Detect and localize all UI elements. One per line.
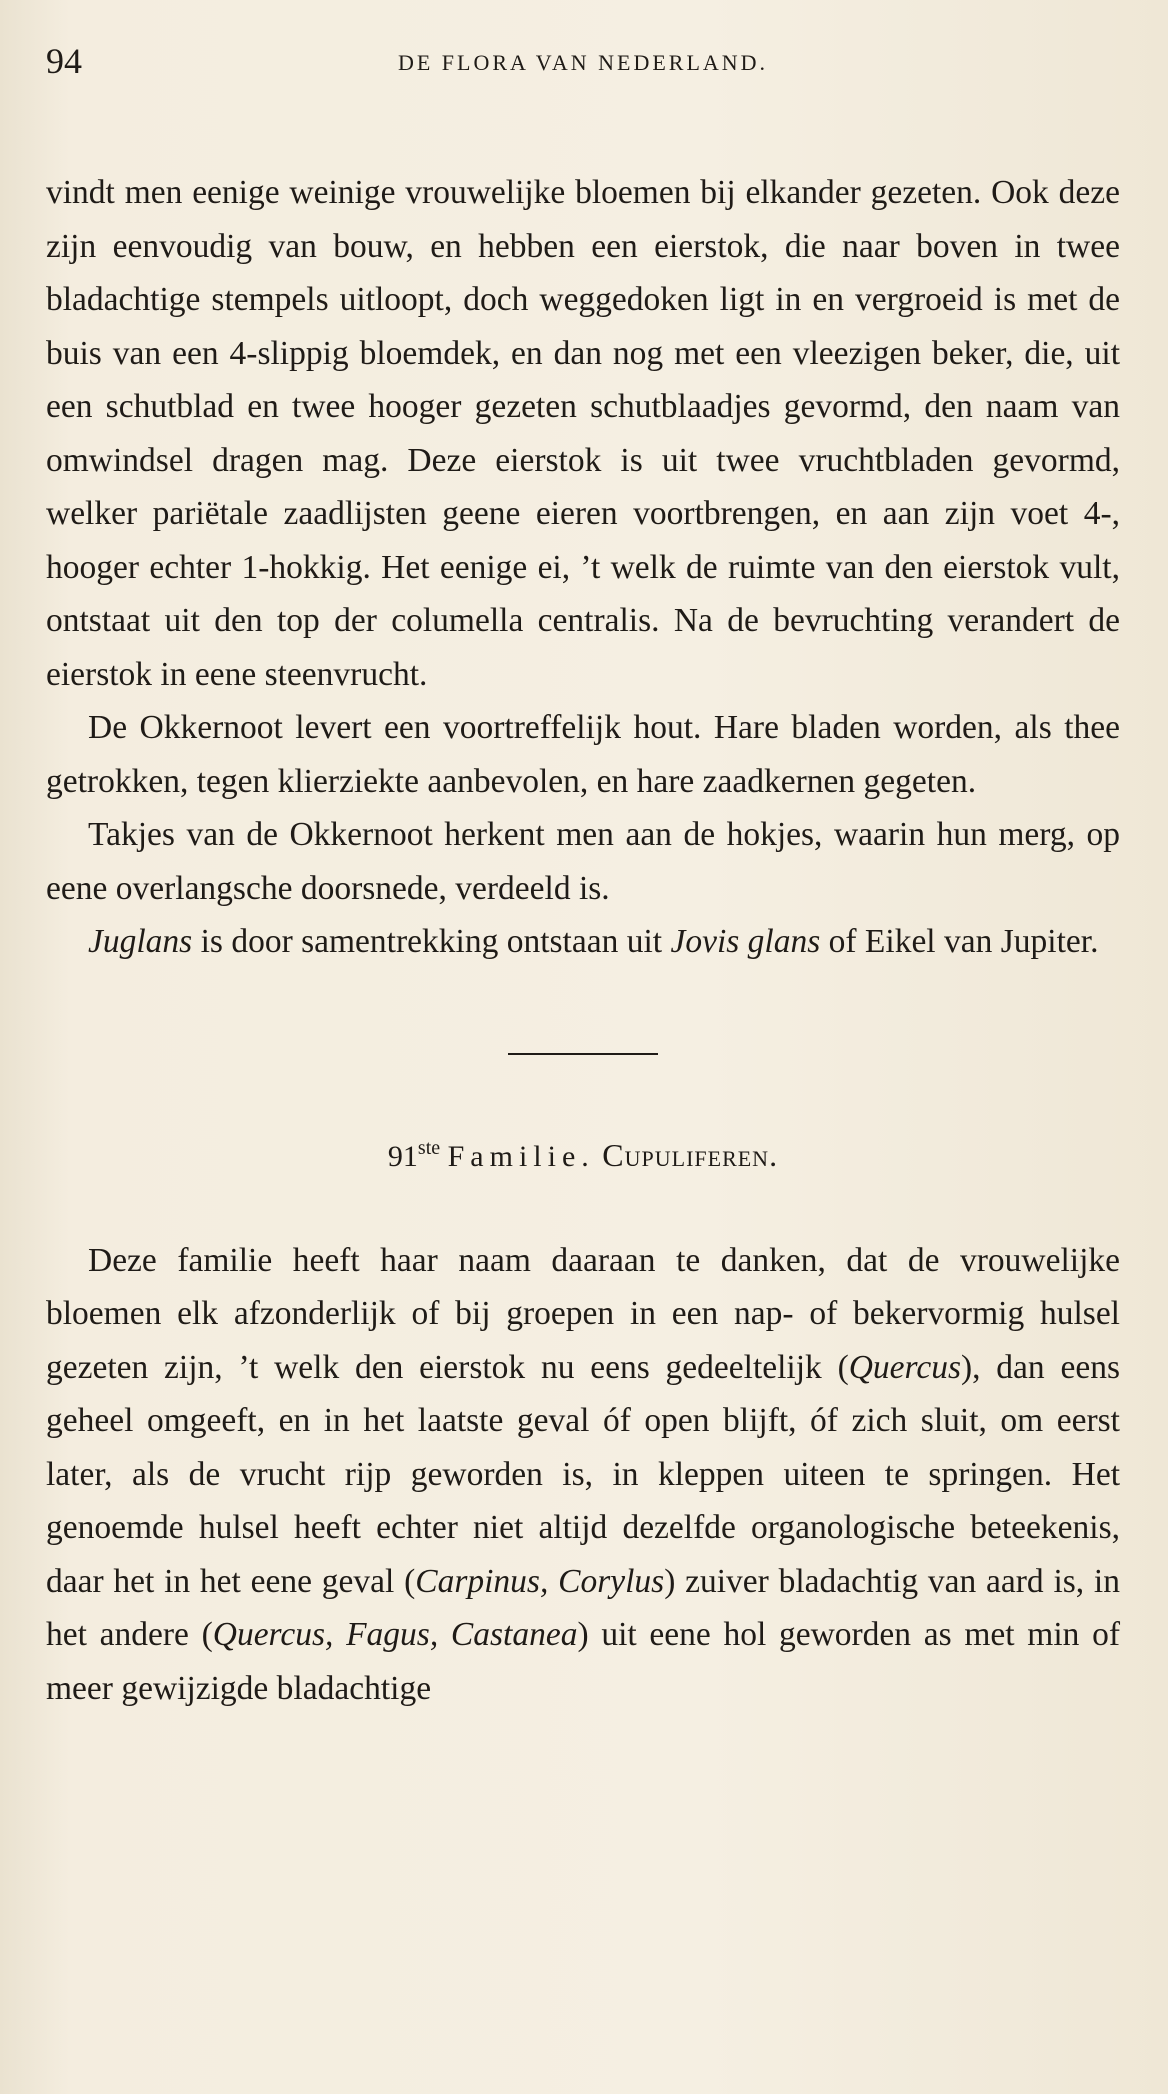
cupuliferen-text-c: ) zuiver bladachtig van aard is, in het andere (	[46, 1562, 1120, 1653]
paragraph-okkernoot-hout: De Okkernoot levert een voortreffelijk hout. Hare bladen worden, als thee getrokken, tegen klierziekte aanbevolen, en hare zaadkernen gegeten.	[46, 709, 1120, 800]
running-title: DE FLORA VAN NEDERLAND.	[397, 50, 769, 75]
family-word: Familie.	[447, 1139, 595, 1173]
term-juglans: Juglans	[88, 923, 193, 960]
juglans-text-mid: is door samentrekking ontstaan uit	[192, 923, 671, 960]
paragraph-takjes: Takjes van de Okkernoot herkent men aan de hokjes, waarin hun merg, op eene overlangsche doorsnede, verdeeld is.	[46, 816, 1120, 907]
cupuliferen-text-d: ) uit eene hol geworden as met min of meer gewijzigde bladachtige	[46, 1616, 1120, 1707]
family-name: Cupuliferen.	[602, 1136, 779, 1173]
paragraph-cupuliferen	[46, 1234, 1120, 1716]
cupuliferen-text-a: Deze familie heeft haar naam daaraan te danken, dat de vrouwelijke bloemen elk afzonderlijk of bij groepen in een nap- of bekervormig hulsel gezeten zijn, ’t welk den eierstok nu eens gedeeltelijk (	[46, 1241, 1120, 1386]
page-number: 94	[46, 41, 82, 81]
section-divider	[508, 1053, 658, 1055]
term-quercus-fagus-castanea: Quercus, Fagus, Castanea	[212, 1616, 578, 1653]
family-number-value: 91	[387, 1139, 418, 1173]
family-heading	[46, 1137, 1120, 1174]
family-number	[387, 1136, 441, 1173]
term-jovis-glans: Jovis glans	[670, 923, 821, 960]
running-head	[46, 40, 1120, 100]
juglans-text-end: of Eikel van Jupiter.	[820, 923, 1099, 960]
paragraph-juglans	[46, 915, 1120, 969]
paragraph-continued: vindt men eenige weinige vrouwelijke bloemen bij elkander gezeten. Ook deze zijn eenvoudig van bouw, en hebben een eierstok, die naar boven in twee bladachtige stempels uitloopt, doch weggedoken ligt in en vergroeid is met de buis van een 4-slippig bloemdek, en dan nog met een vleezigen beker, die, uit een schutblad en twee hooger gezeten schutblaadjes gevormd, den naam van omwindsel dragen mag. Deze eierstok is uit twee vruchtbladen gevormd, welker pariëtale zaadlijsten geene eieren voortbrengen, en aan zijn voet 4-, hooger echter 1-hokkig. Het eenige ei, ’t welk de ruimte van den eierstok vult, ontstaat uit den top der columella centralis. Na de bevruchting verandert de eierstok in eene steenvrucht.	[46, 174, 1120, 693]
term-quercus: Quercus	[848, 1348, 961, 1386]
cupuliferen-text-b: ), dan eens geheel omgeeft, en in het laatste geval óf open blijft, óf zich sluit, om eerst later, als de vrucht rijp geworden is, in kleppen uiteen te springen. Het genoemde hulsel heeft echter niet altijd dezelfde organologische beteekenis, daar het in het eene geval (	[46, 1348, 1120, 1600]
term-carpinus-corylus: Carpinus, Corylus	[415, 1562, 665, 1600]
family-number-suffix: ste	[417, 1136, 441, 1159]
